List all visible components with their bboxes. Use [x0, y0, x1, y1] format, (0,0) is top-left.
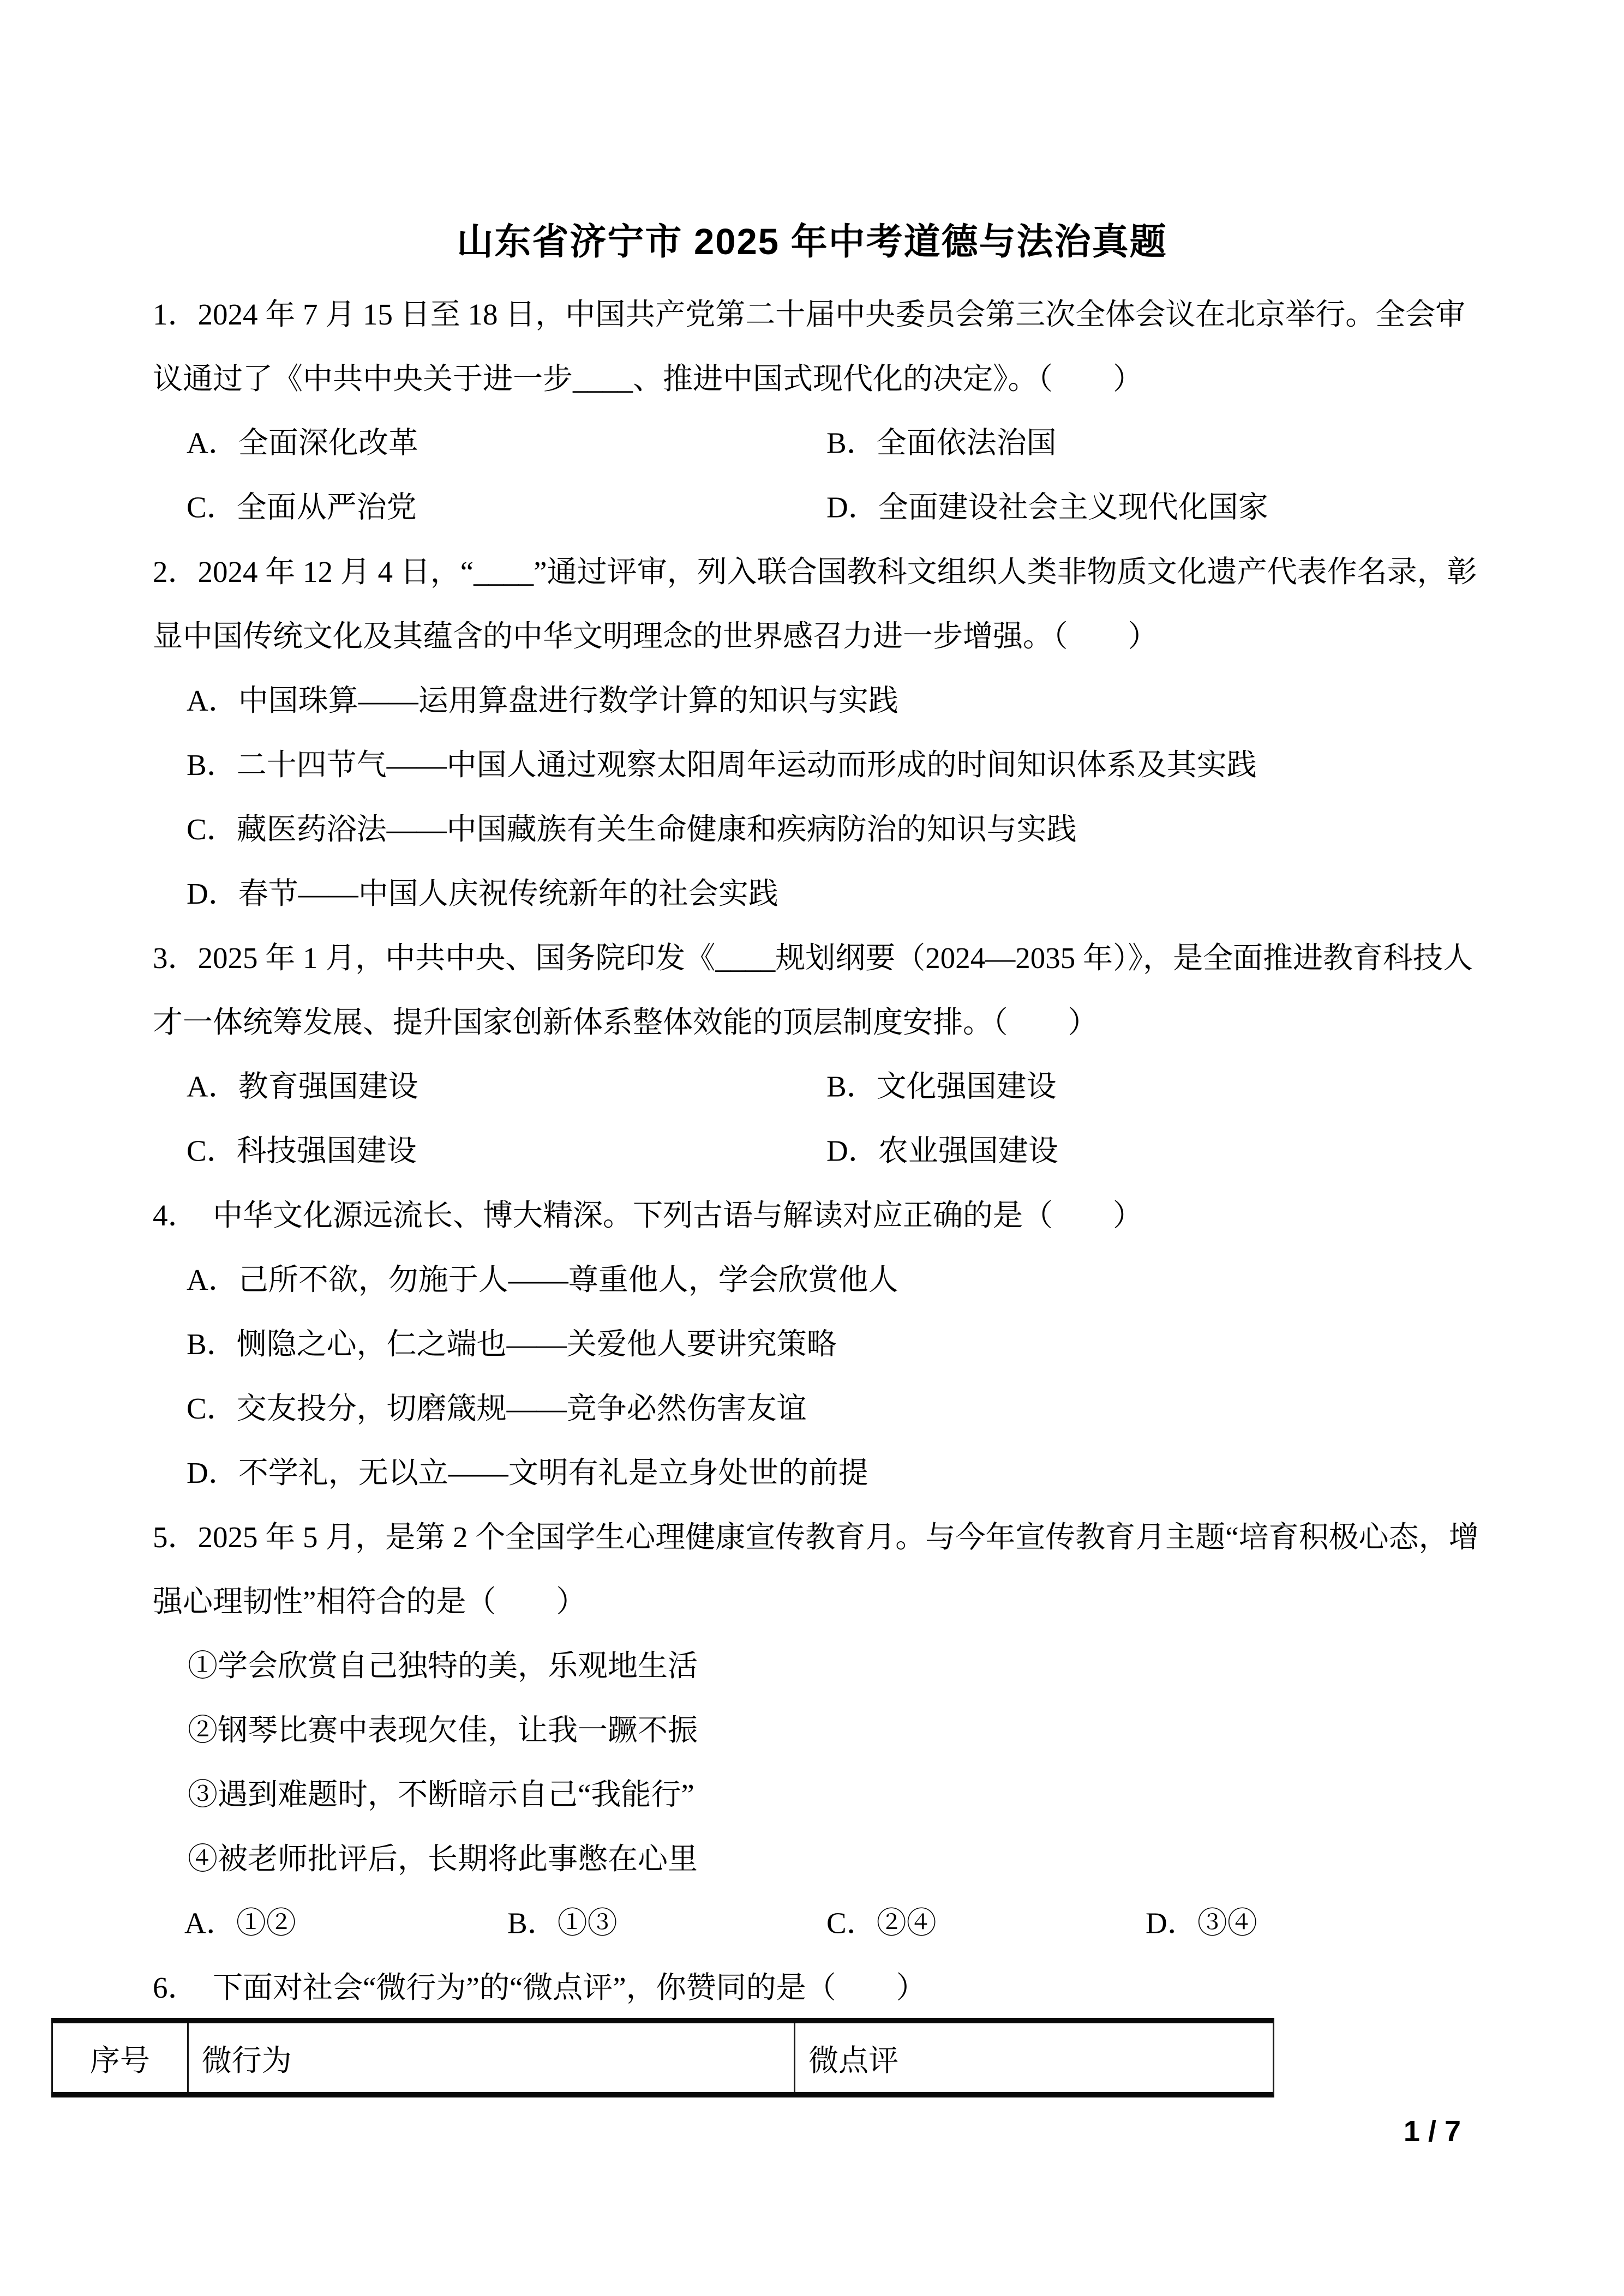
statement-item: ②钢琴比赛中表现欠佳，让我一蹶不振: [188, 1713, 698, 1747]
option-row: B．恻隐之心，仁之端也——关爱他人要讲究策略: [187, 1327, 837, 1361]
table-header-comment: 微点评: [794, 2023, 1273, 2092]
question-text-line: 议通过了《中共中央关于进一步____、推进中国式现代化的决定》。（ ）: [153, 362, 1143, 395]
option-label: C．②④: [826, 1906, 937, 1940]
exam-body: [153, 279, 1479, 2017]
question-text-line: 6． 下面对社会“微行为”的“微点评”，你赞同的是（ ）: [153, 1970, 926, 2004]
micro-behavior-table: [51, 2018, 1274, 2097]
table-header-index: 序号: [51, 2023, 187, 2092]
table-header-behavior: 微行为: [187, 2023, 794, 2092]
option-label: D．农业强国建设: [826, 1134, 1058, 1168]
options-row: [153, 408, 1473, 472]
option-label: C．科技强国建设: [187, 1134, 417, 1168]
question-text-line: 强心理韧性”相符合的是（ ）: [153, 1584, 586, 1618]
question-text-line: 才一体统筹发展、提升国家创新体系整体效能的顶层制度安排。（ ）: [153, 1005, 1098, 1039]
option-row: B．二十四节气——中国人通过观察太阳周年运动而形成的时间知识体系及其实践: [187, 748, 1257, 782]
option-row: D．不学礼，无以立——文明有礼是立身处世的前提: [187, 1456, 868, 1489]
question-text-line: 5．2025 年 5 月，是第 2 个全国学生心理健康宣传教育月。与今年宣传教育月主题“培育积极心态，增: [153, 1520, 1479, 1554]
statement-item: ③遇到难题时，不断暗示自己“我能行”: [188, 1777, 694, 1811]
question-text-line: 2．2024 年 12 月 4 日，“____”通过评审，列入联合国教科文组织人类非物质文化遗产代表作名录，彰: [153, 555, 1477, 588]
option-row: D．春节——中国人庆祝传统新年的社会实践: [187, 876, 778, 910]
option-label: B．①③: [507, 1906, 618, 1940]
option-row: C．藏医药浴法——中国藏族有关生命健康和疾病防治的知识与实践: [187, 812, 1077, 846]
options-row: [153, 472, 1473, 537]
statement-item: ④被老师批评后，长期将此事憋在心里: [188, 1842, 698, 1876]
question-text-line: 4． 中华文化源远流长、博大精深。下列古语与解读对应正确的是（ ）: [153, 1198, 1143, 1232]
options-row: [153, 1116, 1473, 1180]
question-text-line: 3．2025 年 1 月，中共中央、国务院印发《____规划纲要（2024—2035 年）》，是全面推进教育科技人: [153, 941, 1473, 975]
page-title: 山东省济宁市 2025 年中考道德与法治真题: [457, 221, 1167, 262]
statement-item: ①学会欣赏自己独特的美，乐观地生活: [188, 1649, 698, 1682]
option-label: A．全面深化改革: [187, 426, 418, 460]
options-row: [153, 1051, 1473, 1116]
question-text-line: 显中国传统文化及其蕴含的中华文明理念的世界感召力进一步增强。（ ）: [153, 619, 1158, 653]
option-label: D．③④: [1146, 1906, 1257, 1940]
options-row: [153, 1888, 1473, 1952]
option-label: C．全面从严治党: [187, 490, 417, 524]
option-row: C．交友投分，切磨箴规——竞争必然伤害友谊: [187, 1391, 807, 1425]
option-row: A．中国珠算——运用算盘进行数学计算的知识与实践: [187, 683, 898, 717]
option-row: A．己所不欲，勿施于人——尊重他人，学会欣赏他人: [187, 1263, 898, 1296]
page-number: 1 / 7: [1403, 2115, 1461, 2148]
question-text-line: 1．2024 年 7 月 15 日至 18 日，中国共产党第二十届中央委员会第三次全体会议在北京举行。全会审: [153, 297, 1466, 331]
option-label: B．文化强国建设: [826, 1069, 1057, 1103]
option-label: B．全面依法治国: [826, 426, 1057, 460]
option-label: D．全面建设社会主义现代化国家: [826, 490, 1268, 524]
option-label: A．教育强国建设: [187, 1069, 418, 1103]
option-label: A．①②: [184, 1906, 296, 1940]
